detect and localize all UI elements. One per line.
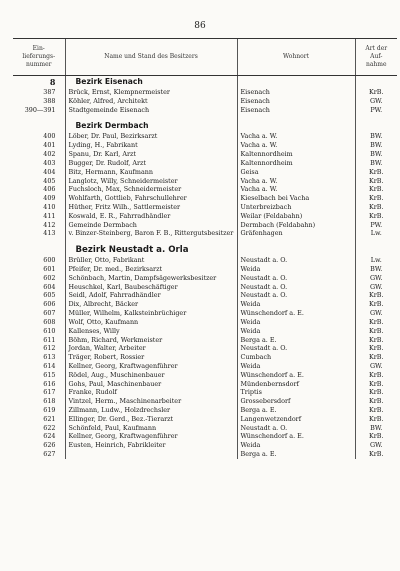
table-row: [13, 106, 397, 115]
residence: Berga a. E.: [237, 406, 355, 415]
table-row: [13, 291, 397, 300]
delivery-number: 404: [43, 167, 56, 176]
table-row: [13, 97, 397, 106]
table-row: [13, 371, 397, 380]
delivery-number: 606: [43, 300, 56, 309]
residence: Neustadt a. O.: [237, 274, 355, 283]
district-number: [13, 244, 65, 256]
admission-type: KrB.: [355, 194, 397, 203]
delivery-number: 627: [43, 450, 56, 459]
table-row: [13, 194, 397, 203]
district-type-blank: [355, 76, 397, 89]
delivery-number: 406: [43, 185, 56, 194]
table-row: [13, 336, 397, 345]
residence: Cumbach: [237, 353, 355, 362]
delivery-number: 605: [43, 291, 56, 300]
table-row: [13, 406, 397, 415]
admission-type: GW.: [355, 441, 397, 450]
table-row: [13, 168, 397, 177]
owner-name: Gemeinde Dermbach: [65, 221, 237, 230]
table-row: [13, 415, 397, 424]
residence: Vacha a. W.: [237, 132, 355, 141]
residence: Langenwetzendorf: [237, 415, 355, 424]
admission-type: KrB.: [355, 432, 397, 441]
page-number: 86: [194, 21, 206, 31]
residence: Eisenach: [237, 106, 355, 115]
admission-type: BW.: [355, 424, 397, 433]
delivery-number: 618: [43, 397, 56, 406]
delivery-number: 412: [43, 220, 56, 229]
table-row: [13, 388, 397, 397]
residence: Kieselbach bei Vacha: [237, 194, 355, 203]
owner-name: Kallenses, Willy: [65, 327, 237, 336]
residence: Wünschendorf a. E.: [237, 432, 355, 441]
delivery-number: 612: [43, 344, 56, 353]
admission-type: KrB.: [355, 318, 397, 327]
residence: Weida: [237, 441, 355, 450]
admission-type: KrB.: [355, 88, 397, 97]
admission-type: KrB.: [355, 336, 397, 345]
owner-name: Rödel, Aug., Muschinenbauer: [65, 371, 237, 380]
header-residence: [237, 39, 355, 76]
table-row: [13, 141, 397, 150]
residence: Vacha a. W.: [237, 185, 355, 194]
residence: Unterbreizbach: [237, 203, 355, 212]
owner-name: Kellner, Georg, Kraftwagenführer: [65, 432, 237, 441]
admission-type: KrB.: [355, 300, 397, 309]
admission-type: GW.: [355, 97, 397, 106]
district-number: [13, 120, 65, 132]
header-owner-name: [65, 39, 237, 76]
table-row: [13, 88, 397, 97]
table-header-row: [13, 39, 397, 76]
header-admission-type-label: Art der Auf- nahme: [365, 45, 388, 68]
district-heading-row: [13, 120, 397, 132]
table-row: [13, 212, 397, 221]
admission-type: GW.: [355, 283, 397, 292]
owner-name: Löber, Dr. Paul, Bezirksarzt: [65, 132, 237, 141]
table-row: [13, 309, 397, 318]
admission-type: GW.: [355, 362, 397, 371]
owner-name: Ellinger, Dr. Gerd., Bez.-Tierarzt: [65, 415, 237, 424]
delivery-number: 413: [43, 229, 56, 238]
district-type-blank: [355, 120, 397, 132]
admission-type: KrB.: [355, 388, 397, 397]
owner-name: Träger, Robert, Rossier: [65, 353, 237, 362]
owner-name: Stadtgemeinde Eisenach: [65, 106, 237, 115]
residence: Eisenach: [237, 97, 355, 106]
delivery-number: 614: [43, 361, 56, 370]
residence: Vacha a. W.: [237, 177, 355, 186]
residence: Geisa: [237, 168, 355, 177]
table-row: [13, 441, 397, 450]
owner-name: Wohlfarth, Gottlieb, Fahrschullehrer: [65, 194, 237, 203]
table-row: [13, 150, 397, 159]
delivery-number: 390—391: [24, 105, 56, 114]
admission-type: KrB.: [355, 291, 397, 300]
delivery-number: 621: [43, 414, 56, 423]
owner-name: [65, 450, 237, 459]
district-title: Bezirk Eisenach: [65, 76, 237, 89]
admission-type: BW.: [355, 141, 397, 150]
delivery-number: 403: [43, 158, 56, 167]
district-heading-row: [13, 244, 397, 256]
residence: Weida: [237, 318, 355, 327]
district-number: 8: [49, 77, 56, 87]
residence: Weida: [237, 265, 355, 274]
header-owner-name-label: Name und Stand des Besitzers: [104, 53, 198, 60]
residence: Triptis: [237, 388, 355, 397]
delivery-number: 624: [43, 432, 56, 441]
table-row: [13, 221, 397, 230]
owner-name: Lyding, H., Fabrikant: [65, 141, 237, 150]
table-row: [13, 283, 397, 292]
residence: Neustadt a. O.: [237, 291, 355, 300]
residence: Weida: [237, 327, 355, 336]
delivery-number: 610: [43, 326, 56, 335]
table-row: [13, 185, 397, 194]
delivery-number: 411: [43, 211, 56, 220]
delivery-number: 607: [43, 309, 56, 318]
admission-type: KrB.: [355, 212, 397, 221]
owner-name: Fuchsloch, Max, Schneidermeister: [65, 185, 237, 194]
table-row: [13, 203, 397, 212]
table-row: [13, 300, 397, 309]
residence: Dermbach (Feldabahn): [237, 221, 355, 230]
owner-name: Franke, Rudolf: [65, 388, 237, 397]
district-type-blank: [355, 244, 397, 256]
residence: Mündenbernsdorf: [237, 380, 355, 389]
owner-name: Wolf, Otto, Kaufmann: [65, 318, 237, 327]
table-row: [13, 318, 397, 327]
residence: Eisenach: [237, 88, 355, 97]
owner-name: Müller, Wilhelm, Kalksteinbrüchiger: [65, 309, 237, 318]
residence: Neustadt a. O.: [237, 424, 355, 433]
residence: Wünschendorf a. E.: [237, 309, 355, 318]
residence: Vacha a. W.: [237, 141, 355, 150]
district-residence-blank: [237, 120, 355, 132]
table-row: [13, 229, 397, 238]
owner-name: Vintzel, Herm., Maschinenarbeiter: [65, 397, 237, 406]
admission-type: Lw.: [355, 229, 397, 238]
owner-name: Zillmann, Ludw., Holzdrechsler: [65, 406, 237, 415]
delivery-number: 601: [43, 265, 56, 273]
admission-type: GW.: [355, 274, 397, 283]
owner-name: Kellner, Georg, Kraftwagenführer: [65, 362, 237, 371]
district-title: Bezirk Neustadt a. Orla: [65, 244, 237, 256]
residence: Kaltennordheim: [237, 150, 355, 159]
admission-type: KrB.: [355, 450, 397, 459]
admission-type: BW.: [355, 132, 397, 141]
admission-type: KrB.: [355, 353, 397, 362]
table-row: [13, 450, 397, 459]
admission-type: PW.: [355, 106, 397, 115]
owner-name: Schönbach, Martin, Dampfsägewerksbesitzer: [65, 274, 237, 283]
table-body: [13, 76, 397, 459]
header-delivery-number-label: Ein- lieferungs- nummer: [22, 45, 56, 68]
table-row: [13, 256, 397, 265]
delivery-number: 622: [43, 423, 56, 432]
owner-name: Bugger, Dr. Rudolf, Arzt: [65, 159, 237, 168]
owner-name: v. Binzer-Steinberg, Baron F. B., Rittergutsbesitzer: [65, 229, 237, 238]
delivery-number: 400: [43, 132, 56, 141]
owner-name: Brück, Ernst, Klempnermeister: [65, 88, 237, 97]
residence: Gräfenhagen: [237, 229, 355, 238]
owner-name: Seidl, Adolf, Fahrradhändler: [65, 291, 237, 300]
delivery-number: 409: [43, 194, 56, 203]
district-residence-blank: [237, 76, 355, 89]
table-row: [13, 380, 397, 389]
delivery-number: 615: [43, 370, 56, 379]
district-heading-row: [13, 76, 397, 89]
delivery-number: 410: [43, 202, 56, 211]
owner-name: Brüller, Otto, Fabrikant: [65, 256, 237, 265]
table-row: [13, 274, 397, 283]
residence: Neustadt a. O.: [237, 256, 355, 265]
admission-type: BW.: [355, 265, 397, 274]
delivery-number: 405: [43, 176, 56, 185]
table-row: [13, 177, 397, 186]
delivery-number: 600: [43, 256, 56, 265]
header-admission-type: [355, 39, 397, 76]
header-delivery-number: [13, 39, 65, 76]
admission-type: KrB.: [355, 177, 397, 186]
owner-name: Koswald, E. R., Fahrradhändler: [65, 212, 237, 221]
register-table: [13, 38, 397, 459]
admission-type: PW.: [355, 221, 397, 230]
admission-type: KrB.: [355, 380, 397, 389]
table-row: [13, 362, 397, 371]
owner-name: Köhler, Alfred, Architekt: [65, 97, 237, 106]
residence: Kaltennordheim: [237, 159, 355, 168]
admission-type: KrB.: [355, 406, 397, 415]
delivery-number: 626: [43, 441, 56, 450]
residence: Weida: [237, 300, 355, 309]
owner-name: Langlotz, Willy, Schneidermeister: [65, 177, 237, 186]
residence: Neustadt a. O.: [237, 344, 355, 353]
delivery-number: 388: [43, 96, 56, 105]
delivery-number: 616: [43, 379, 56, 388]
residence: Berga a. E.: [237, 450, 355, 459]
table-row: [13, 327, 397, 336]
owner-name: Gohs, Paul, Maschinenbauer: [65, 380, 237, 389]
admission-type: KrB.: [355, 168, 397, 177]
delivery-number: 604: [43, 282, 56, 291]
delivery-number: 617: [43, 388, 56, 397]
table-row: [13, 132, 397, 141]
delivery-number: 608: [43, 317, 56, 326]
admission-type: BW.: [355, 150, 397, 159]
table-row: [13, 159, 397, 168]
admission-type: KrB.: [355, 185, 397, 194]
owner-name: Spanu, Dr. Karl, Arzt: [65, 150, 237, 159]
delivery-number: 619: [43, 406, 56, 414]
district-title: Bezirk Dermbach: [65, 120, 237, 132]
delivery-number: 602: [43, 273, 56, 282]
delivery-number: 387: [43, 88, 56, 96]
residence: Grossebersdorf: [237, 397, 355, 406]
table-row: [13, 265, 397, 274]
residence: Berga a. E.: [237, 336, 355, 345]
residence: Wünschendorf a. E.: [237, 371, 355, 380]
table-row: [13, 353, 397, 362]
owner-name: Heuschkel, Karl, Baubeschäftiger: [65, 283, 237, 292]
table-row: [13, 432, 397, 441]
delivery-number: 402: [43, 150, 56, 159]
delivery-number: 401: [43, 141, 56, 150]
owner-name: Schönfeld, Paul, Kaufmann: [65, 424, 237, 433]
admission-type: KrB.: [355, 344, 397, 353]
delivery-number: 611: [43, 335, 56, 344]
admission-type: KrB.: [355, 397, 397, 406]
owner-name: Jordan, Walter, Arbeiter: [65, 344, 237, 353]
owner-name: Bitz, Hermann, Kaufmann: [65, 168, 237, 177]
owner-name: Böhm, Richard, Werkmeister: [65, 336, 237, 345]
admission-type: KrB.: [355, 327, 397, 336]
admission-type: KrB.: [355, 203, 397, 212]
admission-type: GW.: [355, 309, 397, 318]
table-row: [13, 424, 397, 433]
residence: Weilar (Feldabahn): [237, 212, 355, 221]
table-row: [13, 344, 397, 353]
table-row: [13, 397, 397, 406]
residence: Neustadt a. O.: [237, 283, 355, 292]
admission-type: Lw.: [355, 256, 397, 265]
district-residence-blank: [237, 244, 355, 256]
owner-name: Pfeifer, Dr. med., Bezirksarzt: [65, 265, 237, 274]
owner-name: Dix, Albrecht, Bäcker: [65, 300, 237, 309]
delivery-number: 613: [43, 353, 56, 362]
admission-type: BW.: [355, 159, 397, 168]
admission-type: KrB.: [355, 371, 397, 380]
admission-type: KrB.: [355, 415, 397, 424]
owner-name: Hüther, Fritz Wilh., Sattlermeister: [65, 203, 237, 212]
residence: Weida: [237, 362, 355, 371]
owner-name: Eusten, Heinrich, Fabrikleiter: [65, 441, 237, 450]
header-residence-label: Wohnort: [283, 53, 309, 60]
